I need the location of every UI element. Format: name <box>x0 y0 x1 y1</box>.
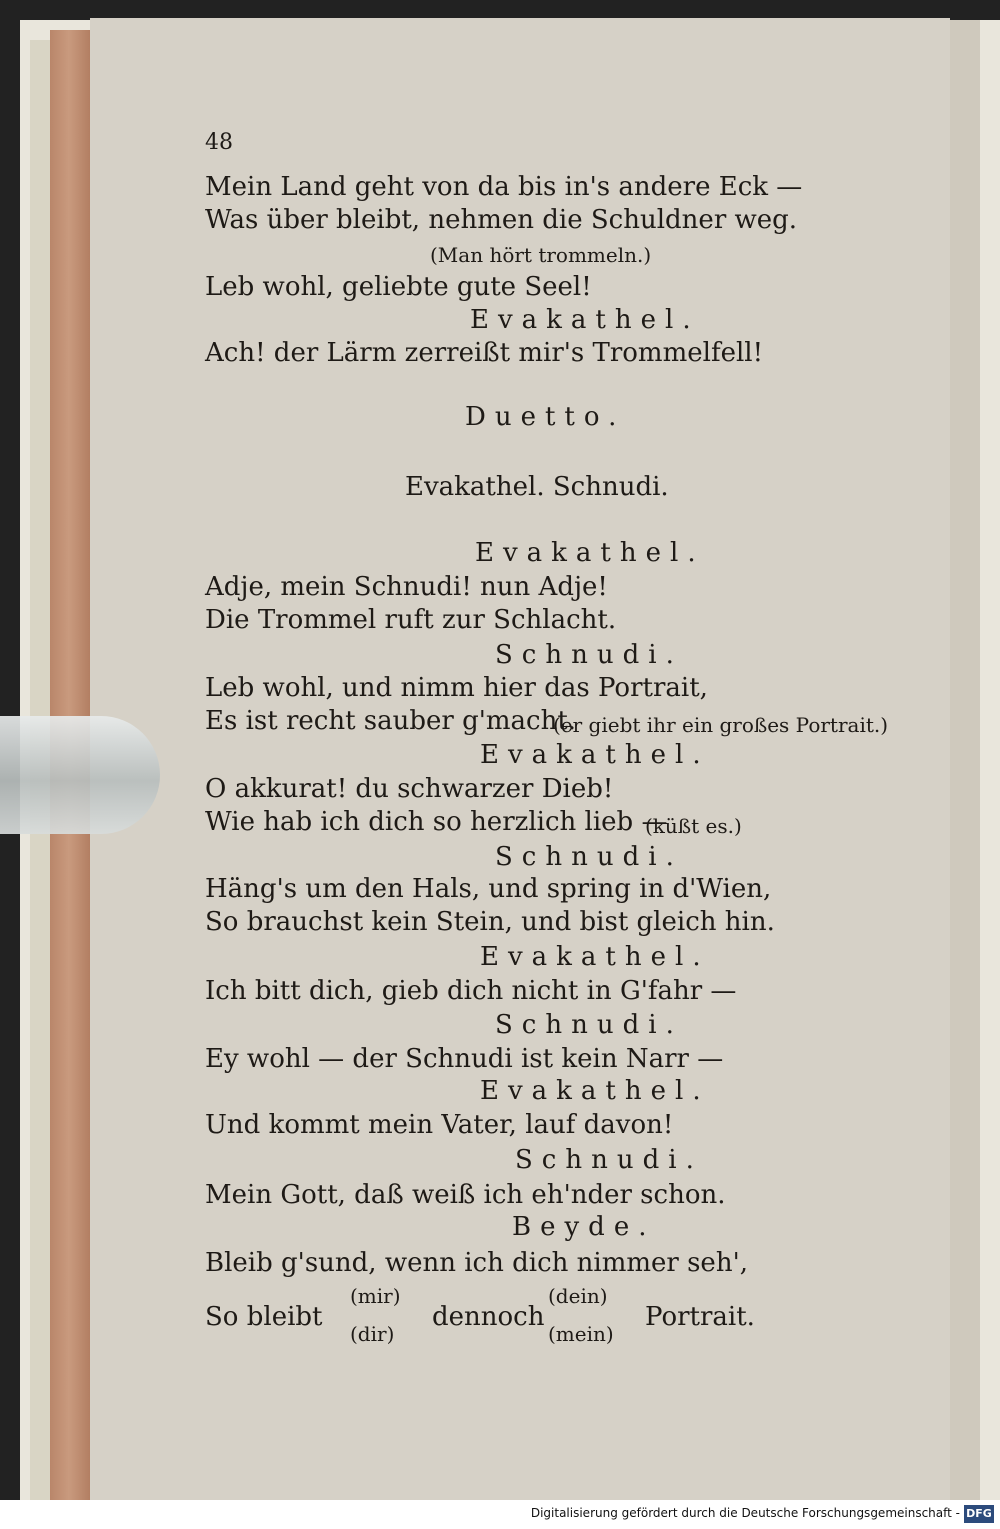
text-line: Adje, mein Schnudi! nun Adje! <box>205 572 608 602</box>
final-line-variant-top: (dein) <box>548 1284 608 1308</box>
speaker-label: Evakathel. <box>475 538 705 568</box>
speaker-label: Schnudi. <box>515 1145 703 1175</box>
footer-credit: Digitalisierung gefördert durch die Deutsche Forschungsgemeinschaft - <box>530 1506 960 1520</box>
speaker-label: Evakathel. <box>480 942 710 972</box>
dfg-logo: DFG <box>964 1505 994 1523</box>
final-line-lead: So bleibt <box>205 1302 323 1332</box>
text-line: So brauchst kein Stein, und bist gleich hin. <box>205 907 775 937</box>
text-line: Ich bitt dich, gieb dich nicht in G'fahr — <box>205 976 737 1006</box>
section-heading: Duetto. <box>465 402 626 432</box>
stage-direction: (küßt es.) <box>645 814 742 838</box>
section-subheading: Evakathel. Schnudi. <box>405 472 669 502</box>
text-line: Ach! der Lärm zerreißt mir's Trommelfell! <box>205 338 764 368</box>
stage-direction: (er giebt ihr ein großes Portrait.) <box>553 713 889 737</box>
page-number: 48 <box>205 130 233 155</box>
text-line: Mein Land geht von da bis in's andere Eck — <box>205 172 803 202</box>
speaker-label: Evakathel. <box>470 305 700 335</box>
final-line-variant-bottom: (dir) <box>350 1322 395 1346</box>
speaker-label: Schnudi. <box>495 1010 683 1040</box>
text-line: O akkurat! du schwarzer Dieb! <box>205 774 614 804</box>
text-line: Ey wohl — der Schnudi ist kein Narr — <box>205 1044 724 1074</box>
speaker-label: Schnudi. <box>495 640 683 670</box>
final-line-variant-bottom: (mein) <box>548 1322 614 1346</box>
final-line-variant-top: (mir) <box>350 1284 401 1308</box>
text-line: Wie hab ich dich so herzlich lieb — <box>205 807 668 837</box>
text-line: Bleib g'sund, wenn ich dich nimmer seh', <box>205 1248 748 1278</box>
text-line: Leb wohl, und nimm hier das Portrait, <box>205 673 708 703</box>
speaker-label: Evakathel. <box>480 740 710 770</box>
stage-direction: (Man hört trommeln.) <box>430 243 652 267</box>
text-line: Es ist recht sauber g'macht. <box>205 706 577 736</box>
final-line-end: Portrait. <box>645 1302 755 1332</box>
text-line: Leb wohl, geliebte gute Seel! <box>205 272 592 302</box>
footer-bar <box>0 1500 1000 1529</box>
text-line: Häng's um den Hals, und spring in d'Wien, <box>205 874 772 904</box>
speaker-label: Beyde. <box>512 1212 656 1242</box>
text-line: Und kommt mein Vater, lauf davon! <box>205 1110 674 1140</box>
text-line: Was über bleibt, nehmen die Schuldner weg. <box>205 205 798 235</box>
speaker-label: Evakathel. <box>480 1076 710 1106</box>
page-clip <box>0 716 160 834</box>
text-line: Mein Gott, daß weiß ich eh'nder schon. <box>205 1180 726 1210</box>
right-page-edge <box>950 20 980 1500</box>
speaker-label: Schnudi. <box>495 842 683 872</box>
final-line-middle: dennoch <box>432 1302 545 1332</box>
text-line: Die Trommel ruft zur Schlacht. <box>205 605 617 635</box>
